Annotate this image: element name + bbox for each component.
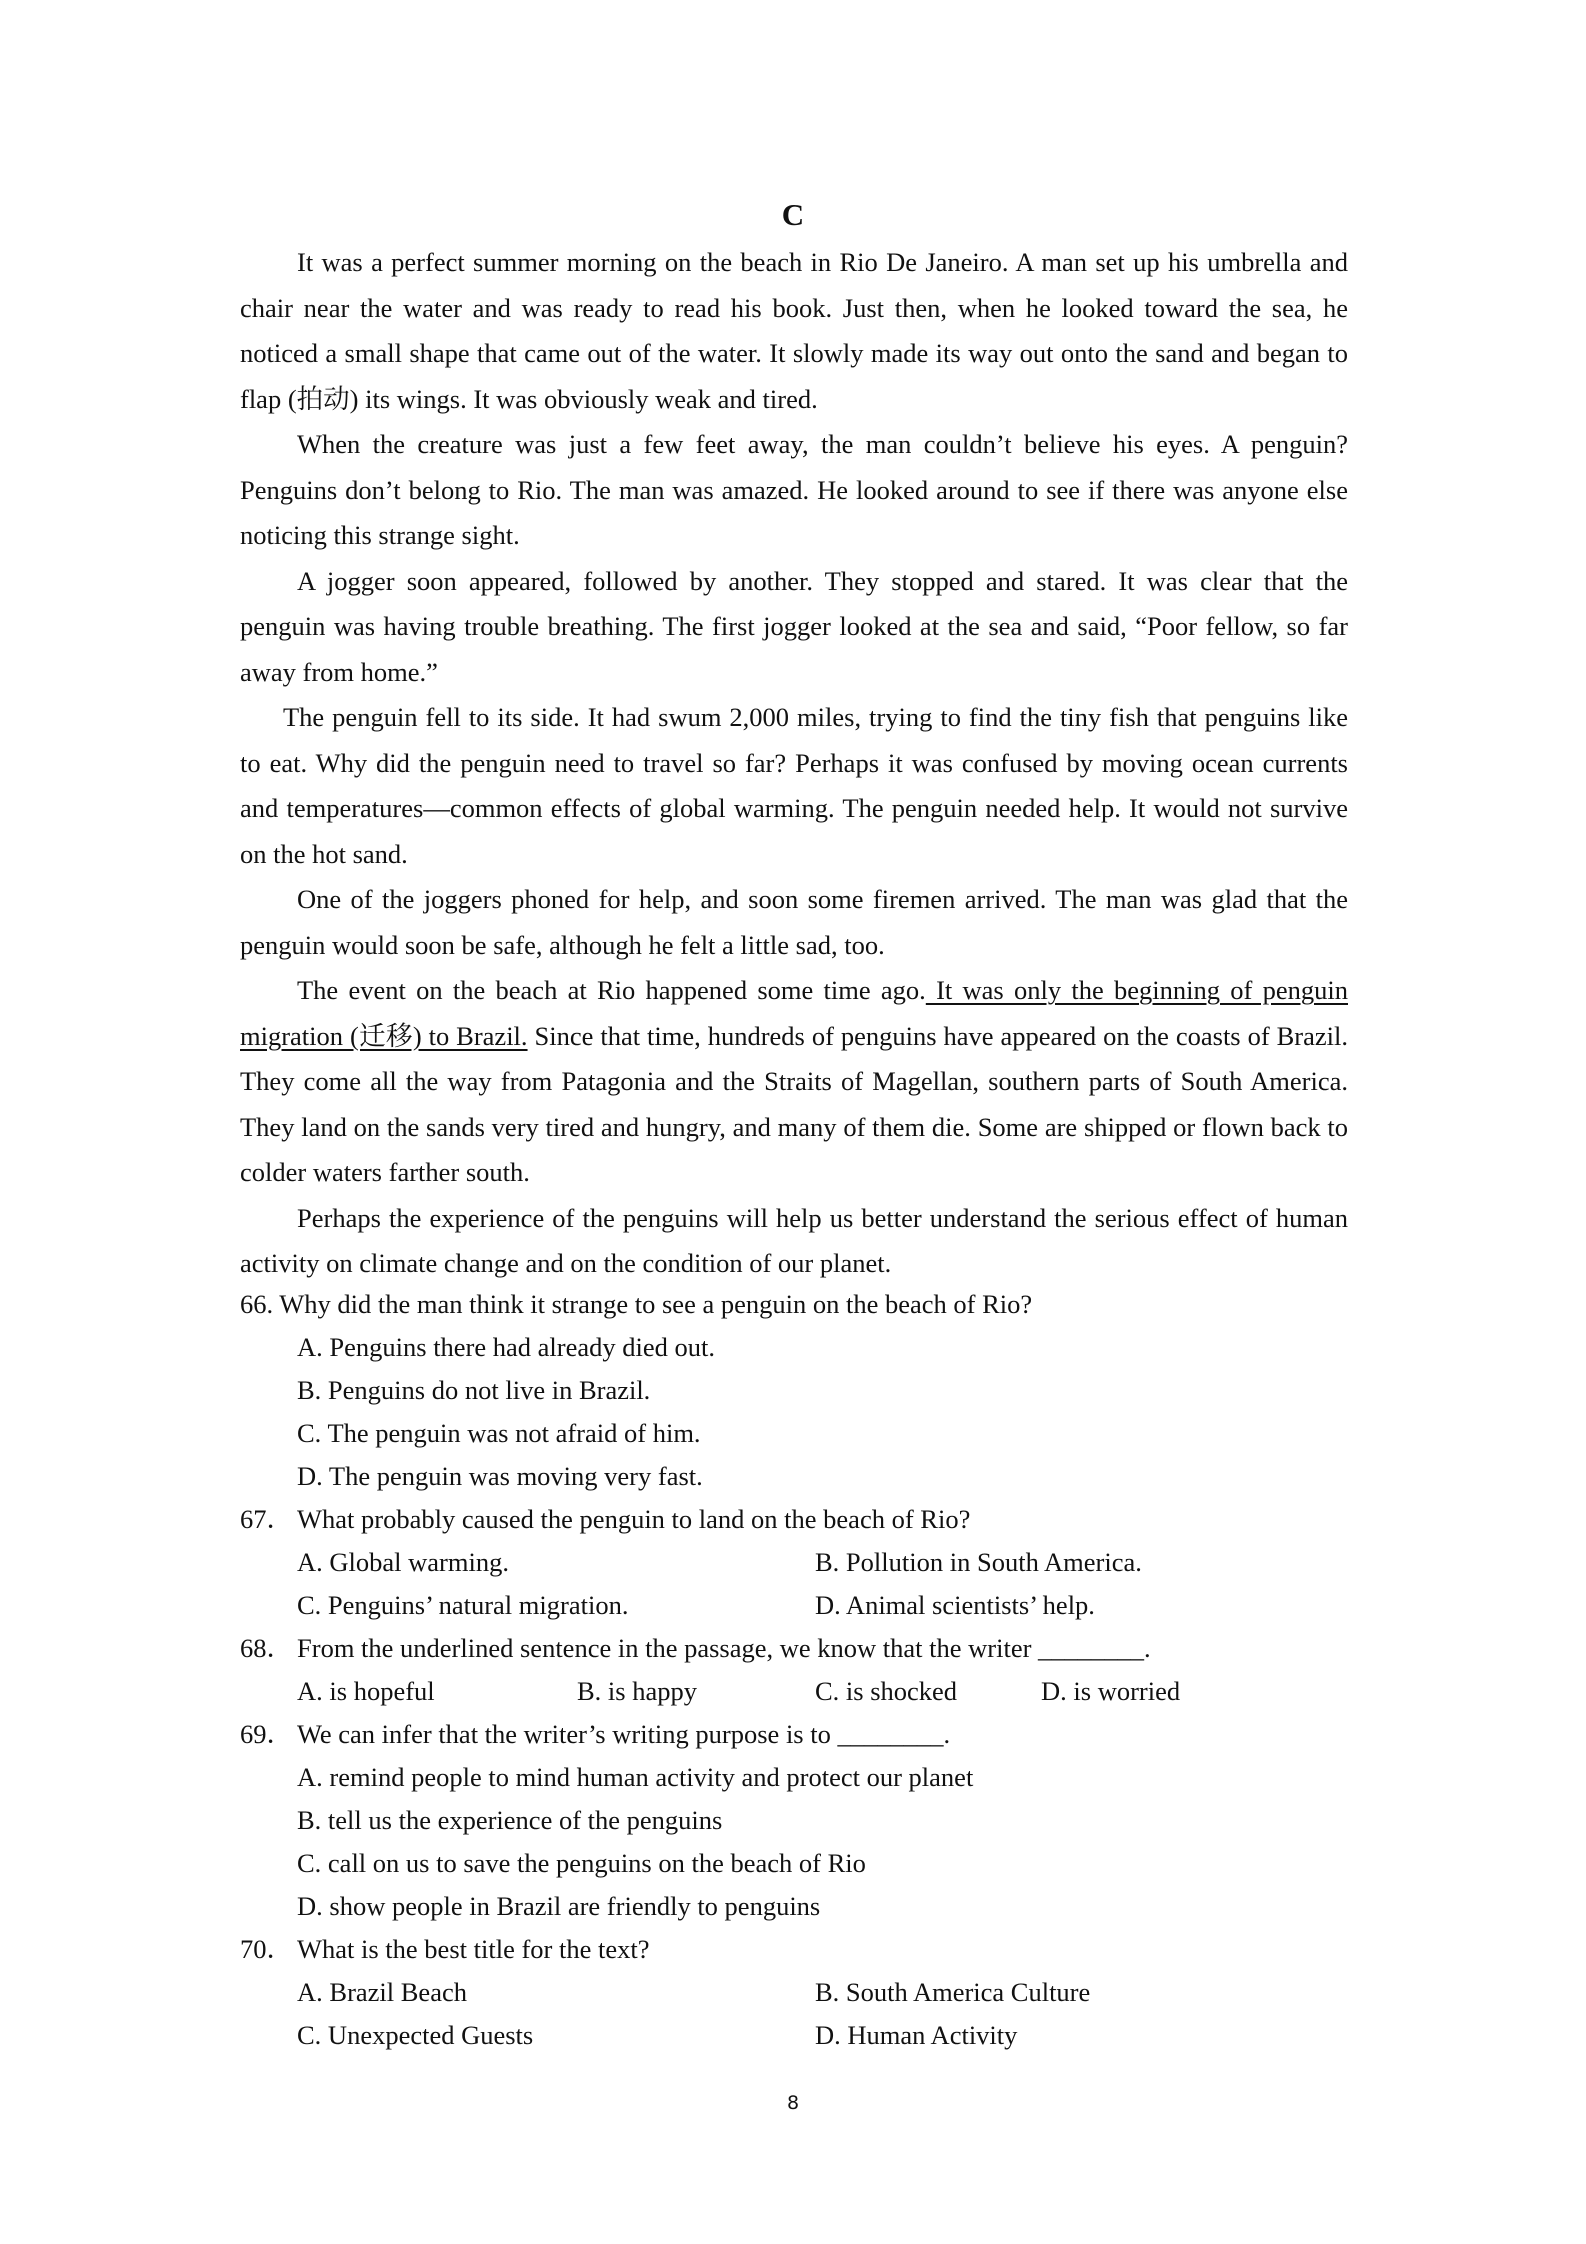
option-c[interactable]: C. The penguin was not afraid of him. bbox=[297, 1418, 701, 1448]
underlined-sentence: It was only the beginning of penguin migration (迁移) to Brazil. bbox=[240, 975, 1348, 1051]
passage-paragraph-4: The penguin fell to its side. It had swum 2,000 miles, trying to find the tiny fish that penguins like to eat. Why did the penguin need to travel so far? Perhaps it was confused by moving ocean currents and temperatures—common effects of global warming. The penguin needed help. It would not survive on the hot sand. bbox=[240, 702, 1348, 869]
question-stem: What probably caused the penguin to land on the beach of Rio? bbox=[297, 1504, 971, 1534]
question-number: 66. bbox=[240, 1289, 274, 1319]
option-a[interactable]: A. is hopeful bbox=[297, 1676, 435, 1706]
page-number: 8 bbox=[786, 2092, 800, 2114]
question-69 bbox=[240, 1713, 1348, 1928]
option-b[interactable]: B. Pollution in South America. bbox=[815, 1547, 1142, 1577]
question-68 bbox=[240, 1627, 1348, 1713]
question-number: 70． bbox=[240, 1934, 293, 1964]
option-a[interactable]: A. Brazil Beach bbox=[297, 1977, 467, 2007]
question-stem: From the underlined sentence in the passage, we know that the writer ________. bbox=[297, 1633, 1151, 1663]
paragraph-6-lead-text: The event on the beach at Rio happened some time ago. bbox=[297, 975, 926, 1005]
option-b[interactable]: B. South America Culture bbox=[815, 1977, 1091, 2007]
option-d[interactable]: D. Human Activity bbox=[815, 2020, 1018, 2050]
question-66 bbox=[240, 1283, 1348, 1498]
option-c[interactable]: C. Penguins’ natural migration. bbox=[297, 1590, 629, 1620]
option-d[interactable]: D. is worried bbox=[1041, 1676, 1181, 1706]
section-label: C bbox=[781, 197, 805, 232]
question-number: 69． bbox=[240, 1719, 293, 1749]
question-70 bbox=[240, 1928, 1348, 2057]
option-b[interactable]: B. tell us the experience of the penguins bbox=[297, 1805, 723, 1835]
option-a[interactable]: A. Penguins there had already died out. bbox=[297, 1332, 715, 1362]
option-d[interactable]: D. show people in Brazil are friendly to penguins bbox=[297, 1891, 821, 1921]
passage-paragraph-7: Perhaps the experience of the penguins will help us better understand the serious effect of human activity on climate change and on the condition of our planet. bbox=[240, 1202, 1348, 1278]
passage-paragraph-6 bbox=[240, 968, 1348, 1196]
passage-paragraph-5: One of the joggers phoned for help, and soon some firemen arrived. The man was glad that the penguin would soon be safe, although he felt a little sad, too. bbox=[240, 884, 1348, 960]
reading-passage bbox=[240, 240, 1348, 1287]
option-b[interactable]: B. Penguins do not live in Brazil. bbox=[297, 1375, 651, 1405]
option-a[interactable]: A. remind people to mind human activity and protect our planet bbox=[297, 1762, 974, 1792]
question-stem: Why did the man think it strange to see a penguin on the beach of Rio? bbox=[279, 1289, 1033, 1319]
question-number: 68． bbox=[240, 1633, 293, 1663]
paragraph-6-trailing-text: Since that time, hundreds of penguins have appeared on the coasts of Brazil. They come all the way from Patagonia and the Straits of Magellan, southern parts of South America. They land on the sands very tired and hungry, and many of them die. Some are shipped or flown back to colder waters farther south. bbox=[240, 1020, 1348, 1187]
passage-paragraph-3: A jogger soon appeared, followed by another. They stopped and stared. It was clear that the penguin was having trouble breathing. The first jogger looked at the sea and said, “Poor fellow, so far away from home.” bbox=[240, 565, 1348, 687]
question-number: 67． bbox=[240, 1504, 293, 1534]
option-b[interactable]: B. is happy bbox=[577, 1676, 697, 1706]
question-stem: We can infer that the writer’s writing purpose is to ________. bbox=[297, 1719, 951, 1749]
option-c[interactable]: C. call on us to save the penguins on the beach of Rio bbox=[297, 1848, 866, 1878]
passage-paragraph-2: When the creature was just a few feet away, the man couldn’t believe his eyes. A penguin? Penguins don’t belong to Rio. The man was amazed. He looked around to see if there was anyone else noticing this strange sight. bbox=[240, 429, 1348, 550]
option-d[interactable]: D. Animal scientists’ help. bbox=[815, 1590, 1095, 1620]
question-67 bbox=[240, 1498, 1348, 1627]
question-list bbox=[240, 1283, 1348, 2057]
passage-paragraph-1: It was a perfect summer morning on the beach in Rio De Janeiro. A man set up his umbrella and chair near the water and was ready to read his book. Just then, when he looked toward the sea, he noticed a small shape that came out of the water. It slowly made its way out onto the sand and began to flap (拍动) its wings. It was obviously weak and tired. bbox=[240, 247, 1348, 414]
option-a[interactable]: A. Global warming. bbox=[297, 1547, 509, 1577]
option-c[interactable]: C. is shocked bbox=[815, 1676, 958, 1706]
option-c[interactable]: C. Unexpected Guests bbox=[297, 2020, 534, 2050]
option-d[interactable]: D. The penguin was moving very fast. bbox=[297, 1461, 703, 1491]
question-stem: What is the best title for the text? bbox=[297, 1934, 650, 1964]
